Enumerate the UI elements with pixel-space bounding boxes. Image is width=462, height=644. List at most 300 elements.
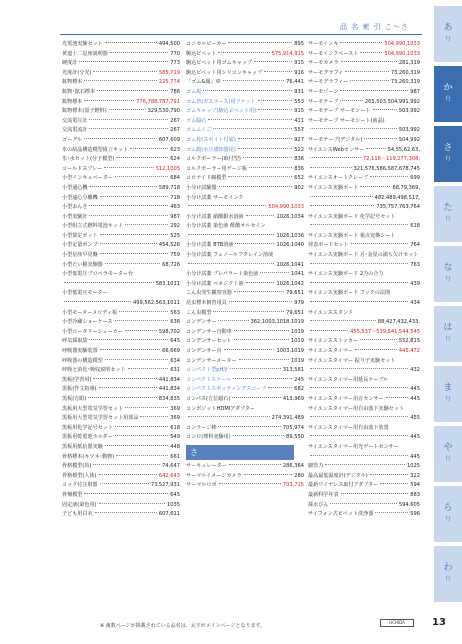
leader-dots [203, 90, 292, 91]
index-entry [308, 184, 420, 194]
entry-pages: 369 [170, 415, 180, 422]
index-entry [308, 241, 420, 251]
entry-pages: 362,1003,1018,1019 [250, 319, 304, 326]
entry-pages: 267 [170, 117, 180, 124]
entry-name: サイエンスタイマー用光ゲートセンサー [308, 443, 399, 450]
leader-dots [188, 416, 270, 417]
index-entry [62, 50, 180, 60]
leader-dots [375, 512, 408, 513]
kana-tab-label: ま [443, 383, 453, 393]
entry-pages: 522 [294, 146, 304, 153]
publisher-logo: UCHIDA [380, 619, 414, 627]
entry-pages: 718 [170, 194, 180, 201]
entry-name: 黒板用化学記号セット [62, 424, 113, 431]
leader-dots [310, 205, 374, 206]
index-entry [62, 318, 180, 328]
index-entry [62, 59, 180, 69]
kana-tab[interactable] [434, 186, 462, 242]
entry-pages: 987 [410, 88, 420, 95]
leader-dots [340, 100, 363, 101]
entry-pages: 786 [170, 88, 180, 95]
leader-dots [244, 474, 293, 475]
index-entry [62, 261, 180, 271]
entry-name: サイエンスタイマー用自由落下装置 [308, 424, 389, 431]
entry-name: コンロ(理科実験用) [186, 434, 231, 441]
index-entry [308, 213, 420, 223]
entry-name: サイエンスWebセンサー [308, 146, 365, 153]
entry-pages: 73,260,319 [390, 69, 420, 76]
entry-name: 黒板(学習用) [62, 376, 92, 383]
entry-name: 呼吸器実験装置 [62, 348, 98, 354]
entry-name: 小分け試薬 硝酸銀水溶液 [186, 213, 244, 220]
leader-dots [64, 282, 154, 283]
leader-dots [340, 90, 408, 91]
index-entry [186, 50, 304, 60]
entry-pages: 1019 [291, 357, 304, 364]
index-entry [186, 261, 304, 271]
entry-name: サーモインクベースト [308, 50, 359, 57]
leader-dots [249, 167, 292, 168]
index-entry [308, 126, 420, 136]
index-entry [308, 98, 420, 108]
entry-pages: 979 [294, 300, 304, 307]
entry-name: サイエンススタンド [308, 309, 354, 316]
entry-pages: 987 [170, 213, 180, 220]
kana-tab[interactable] [434, 66, 462, 122]
entry-name: 小型定量ポンプ [62, 242, 98, 249]
entry-name: 昆虫標本飼育用具 [186, 300, 227, 307]
entry-pages: 557 [294, 127, 304, 134]
leader-dots [100, 234, 169, 235]
entry-name: 呼吸器の構造模型 [62, 357, 103, 364]
entry-pages: 594 [410, 482, 420, 489]
leader-dots [219, 483, 281, 484]
entry-pages: 441,834 [158, 386, 180, 393]
entry-name: サイエンスオートクレーブ [308, 175, 369, 182]
entry-name: サーモカメラ [308, 60, 339, 67]
entry-pages: 454,526 [158, 242, 180, 249]
entry-pages: 68,726 [162, 261, 180, 268]
kana-tab[interactable] [434, 366, 462, 422]
leader-dots [340, 42, 382, 43]
entry-name: サーモインキ [308, 41, 339, 47]
index-entry [62, 203, 180, 213]
index-entry [62, 337, 180, 347]
entry-pages: 834,835 [158, 395, 180, 402]
entry-pages: 607,611 [158, 511, 180, 518]
entry-pages: 68,79,369, [392, 184, 420, 191]
entry-name: サーモテープ サーモシート [308, 108, 371, 115]
leader-dots [243, 157, 292, 158]
entry-pages: 553 [294, 98, 304, 105]
kana-tab[interactable] [434, 426, 462, 482]
index-entry [62, 165, 180, 175]
kana-tab-sidebar [430, 0, 462, 644]
entry-name: ゴーグル [62, 136, 83, 143]
index-entry [308, 395, 420, 405]
leader-dots [234, 339, 289, 340]
entry-name: コンパクト型pH計 [186, 367, 229, 374]
entry-pages: 274,391,489 [271, 415, 304, 422]
entry-name: サイエンス実験ボード フックの法則 [308, 290, 391, 297]
index-entry [62, 232, 180, 242]
entry-name: 子ども用白衣 [62, 511, 93, 518]
entry-name: 小分け試薬 サーモインク [186, 194, 244, 201]
index-entry [308, 155, 420, 165]
entry-name: 黒板用大型電気学習セット [62, 405, 124, 412]
entry-name: コンデンサー自動車 [186, 328, 232, 335]
index-entry [308, 299, 420, 309]
index-entry [62, 98, 180, 108]
entry-pages: 927 [294, 136, 304, 143]
index-entry [308, 376, 420, 386]
kana-tab-sub: 行 [445, 36, 451, 42]
entry-name: サーモテープ [308, 98, 339, 105]
leader-dots [258, 100, 293, 101]
entry-name: サイエンス実験ボード 2力の合力 [308, 271, 384, 278]
entry-pages: 292 [170, 223, 180, 230]
leader-dots [213, 128, 292, 129]
leader-dots [258, 109, 292, 110]
entry-name: サイエンス実験ボード 月･金星の満ち欠けセット [308, 252, 419, 259]
entry-name: サイエンス実験ボード [308, 184, 359, 191]
entry-name: 小型低電圧モーター [62, 290, 108, 297]
index-entry [186, 424, 304, 434]
index-entry [186, 414, 304, 424]
leader-dots [105, 42, 157, 43]
entry-pages: 73,260,319 [390, 79, 420, 86]
index-column-2 [186, 40, 304, 491]
kana-tab[interactable] [434, 306, 462, 362]
index-entry [186, 98, 304, 108]
leader-dots [89, 215, 168, 216]
entry-name: 黒板(作文指導) [62, 386, 97, 393]
index-entry [62, 146, 180, 156]
entry-pages: 265,503,504,991,992 [364, 98, 420, 105]
index-entry [62, 347, 180, 357]
entry-pages: 1026,1041 [276, 261, 304, 268]
entry-pages: 321,576,586,587,678,745 [353, 165, 420, 172]
entry-pages: 503,992 [398, 108, 420, 115]
entry-pages: 915 [294, 60, 304, 67]
leader-dots [84, 493, 168, 494]
entry-pages: 594,605 [398, 501, 420, 508]
entry-name: 小型星座早見盤 [62, 252, 98, 259]
leader-dots [99, 474, 157, 475]
leader-dots [119, 311, 168, 312]
leader-dots [235, 243, 274, 244]
leader-dots [84, 100, 134, 101]
entry-name: 呼気採取袋 [62, 338, 88, 345]
index-entry [308, 69, 420, 79]
leader-dots [218, 320, 248, 321]
index-entry [308, 433, 420, 443]
leader-dots [224, 349, 275, 350]
index-entry [62, 491, 180, 501]
index-entry [308, 414, 420, 424]
index-entry [62, 241, 180, 251]
entry-name: こん虫模型 [186, 309, 212, 316]
leader-dots [234, 330, 289, 331]
entry-name: 発表ボードセット [308, 242, 349, 249]
leader-dots [380, 483, 408, 484]
entry-name: 小型冷蔵ショーケース [62, 319, 113, 326]
entry-name: コンパクトスポッティングスコープ [186, 386, 267, 393]
index-entry [186, 376, 304, 386]
leader-dots [360, 339, 397, 340]
index-entry [62, 69, 180, 79]
entry-name: ゴム栓(スポイト付属) [186, 136, 236, 143]
index-entry [308, 117, 420, 127]
index-entry [308, 146, 420, 156]
entry-pages: 76,441 [286, 79, 304, 86]
entry-pages: 764 [410, 242, 420, 249]
entry-name: 最高最低温度計(デジタル) [308, 472, 368, 479]
index-entry [308, 453, 420, 463]
entry-pages: 455,537〜539,541,544,545 [350, 328, 420, 335]
kana-tab-label: ら [443, 503, 453, 513]
index-entry [62, 280, 180, 290]
leader-dots [229, 301, 293, 302]
entry-pages: 267 [170, 127, 180, 134]
footer-note: ※ 複数ページが掲載されている品名は、太字がメインページとなります。 [100, 623, 266, 629]
entry-pages: 682 [294, 386, 304, 393]
index-entry [186, 203, 304, 213]
entry-pages: 445 [410, 395, 420, 402]
entry-pages: 439 [410, 280, 420, 287]
kana-tab-label: か [443, 83, 453, 93]
index-entry [62, 270, 180, 280]
leader-dots [188, 205, 266, 206]
leader-dots [218, 52, 269, 53]
entry-name: コンデンサーセット [186, 338, 232, 345]
index-entry [62, 251, 180, 261]
index-entry [308, 261, 420, 271]
entry-name: 小分け試験器 [186, 184, 217, 191]
entry-name: サイフォン式ピペット洗浄器 [308, 511, 374, 518]
kana-tab[interactable] [434, 546, 462, 602]
leader-dots [188, 234, 274, 235]
entry-pages: 624 [170, 156, 180, 163]
kana-tab[interactable] [434, 126, 462, 182]
index-entry [186, 40, 304, 50]
index-entry [308, 385, 420, 395]
index-entry [62, 184, 180, 194]
entry-pages: 455 [410, 415, 420, 422]
index-entry [308, 194, 420, 204]
kana-tab-label: や [443, 443, 453, 453]
index-entry [308, 318, 420, 328]
index-entry [62, 155, 180, 165]
index-entry [62, 433, 180, 443]
entry-name: コンデンサー台 [186, 348, 222, 354]
leader-dots [115, 176, 168, 177]
leader-dots [116, 157, 168, 158]
leader-dots [84, 138, 157, 139]
entry-pages: 369 [170, 405, 180, 412]
leader-dots [238, 138, 292, 139]
entry-pages: 525 [170, 232, 180, 239]
entry-pages: 329,530,790 [147, 108, 180, 115]
leader-dots [219, 186, 293, 187]
leader-dots [246, 282, 275, 283]
index-entry [308, 443, 420, 453]
entry-name: コンボジットHDMIアダプター [186, 405, 255, 412]
entry-pages: 503,992 [398, 127, 420, 134]
kana-tab[interactable] [434, 6, 462, 62]
index-entry [186, 481, 304, 491]
kana-tab-sub: 行 [445, 96, 451, 102]
leader-dots [238, 148, 292, 149]
entry-pages: 504,990,1033 [268, 204, 304, 211]
entry-pages: 623 [170, 146, 180, 153]
entry-pages: 607,609 [158, 136, 180, 143]
index-entry [308, 424, 420, 434]
entry-pages: 575,914,915 [271, 50, 304, 57]
leader-dots [89, 339, 168, 340]
leader-dots [218, 426, 280, 427]
index-entry [308, 50, 420, 60]
leader-dots [386, 397, 409, 398]
entry-name: 交流電圧計 [62, 117, 88, 124]
index-entry [186, 69, 304, 79]
entry-pages: 411 [294, 117, 304, 124]
entry-pages: 445 [410, 453, 420, 460]
leader-dots [89, 186, 156, 187]
entry-pages: 413,969 [282, 395, 304, 402]
section-heading-sa: さ [186, 445, 294, 460]
leader-dots [310, 263, 408, 264]
index-entry [186, 462, 304, 472]
index-entry [62, 174, 180, 184]
leader-dots [370, 176, 408, 177]
entry-pages: 79,651 [286, 309, 304, 316]
leader-dots [100, 349, 161, 350]
index-entry [186, 251, 304, 261]
entry-pages: 445,472 [398, 348, 420, 354]
index-entry [186, 126, 304, 136]
entry-name: 駒込ピペット用ゴムキャップ [186, 60, 253, 67]
entry-pages: 661 [170, 453, 180, 460]
header-rule [60, 34, 422, 35]
entry-name: コンパス(方位磁石) [186, 395, 231, 402]
entry-name: ゴム脇石 [186, 117, 207, 124]
entry-pages: 634 [170, 357, 180, 364]
kana-tab[interactable] [434, 486, 462, 542]
entry-pages: 652 [294, 175, 304, 182]
index-entry [186, 117, 304, 127]
kana-tab-label: わ [443, 563, 453, 573]
entry-name: コルクボーラー(取付型) [186, 156, 241, 163]
leader-dots [310, 167, 352, 168]
leader-dots [350, 80, 388, 81]
entry-pages: 895 [294, 41, 304, 47]
index-entry [62, 117, 180, 127]
entry-name: 細管力 [308, 463, 324, 470]
entry-name: サイエンスタイマー用音センサー [308, 395, 384, 402]
leader-dots [115, 320, 169, 321]
entry-name: サイエンスタイマー用自由落下実験セット [308, 405, 404, 412]
index-entry [186, 165, 304, 175]
leader-dots [310, 320, 376, 321]
index-entry [186, 318, 304, 328]
index-entry [62, 194, 180, 204]
kana-tab-label: さ [443, 143, 453, 153]
index-entry [62, 299, 180, 309]
leader-dots [310, 416, 408, 417]
index-entry [308, 107, 420, 117]
leader-dots [89, 119, 168, 120]
entry-pages: 776,788,787,791 [136, 98, 180, 105]
leader-dots [116, 455, 168, 456]
entry-pages: 1041 [291, 271, 304, 278]
page-number: 13 [432, 617, 446, 628]
entry-pages: 448 [170, 443, 180, 450]
entry-name: ゴム板 [186, 88, 202, 95]
entry-name: 氷･水セット(分子模型) [62, 156, 115, 163]
kana-tab-sub: 行 [445, 456, 451, 462]
entry-name: 黒板用抵抗器実験 [62, 443, 103, 450]
entry-name: サーマルイメージカメラ [186, 472, 242, 479]
entry-name: 小分け試薬 フェノールフタレイン溶液 [186, 252, 274, 259]
kana-tab[interactable] [434, 246, 462, 302]
index-entry [308, 481, 420, 491]
index-entry [308, 462, 420, 472]
index-entry [308, 40, 420, 50]
leader-dots [260, 272, 289, 273]
entry-name: コンラージ棒 [186, 424, 217, 431]
index-entry [62, 395, 180, 405]
leader-dots [99, 387, 157, 388]
leader-dots [128, 368, 169, 369]
entry-name: 採水びん [308, 501, 329, 508]
leader-dots [208, 119, 292, 120]
kana-tab-label: た [443, 203, 453, 213]
entry-name: 小分け試薬 染色液 酢酸オルセイン [186, 223, 266, 230]
entry-pages: 636 [170, 319, 180, 326]
leader-dots [366, 148, 385, 149]
entry-name: サーモグラフィー [308, 79, 349, 86]
index-entry [186, 337, 304, 347]
entry-pages: 504,990,1033 [384, 41, 420, 47]
index-entry [308, 232, 420, 242]
entry-pages: 432 [410, 367, 420, 374]
entry-name: サイエンスストッカー [308, 338, 359, 345]
leader-dots [264, 71, 292, 72]
leader-dots [105, 359, 169, 360]
leader-dots [310, 301, 408, 302]
leader-dots [104, 167, 153, 168]
index-entry [186, 194, 304, 204]
leader-dots [228, 176, 292, 177]
entry-name: サイエンスタイマー 振り子実験セット [308, 357, 396, 364]
index-entry [62, 289, 180, 299]
entry-name: コンデンサーメーター [186, 357, 237, 364]
kana-tab-label: あ [443, 23, 453, 33]
entry-pages: 445 [410, 434, 420, 441]
index-entry [186, 309, 304, 319]
index-entry [62, 78, 180, 88]
entry-name: 黒板用乾電池ホルダー [62, 434, 113, 441]
entry-name: 鉱物標本 [62, 79, 83, 86]
index-entry [308, 309, 420, 319]
entry-pages: 836 [294, 156, 304, 163]
kana-tab-sub: 行 [445, 156, 451, 162]
entry-name: ゴムキャップ(駒込ピペット用) [186, 108, 257, 115]
index-entry [186, 299, 304, 309]
entry-pages: 281,319 [398, 60, 420, 67]
entry-pages: 645 [170, 338, 180, 345]
